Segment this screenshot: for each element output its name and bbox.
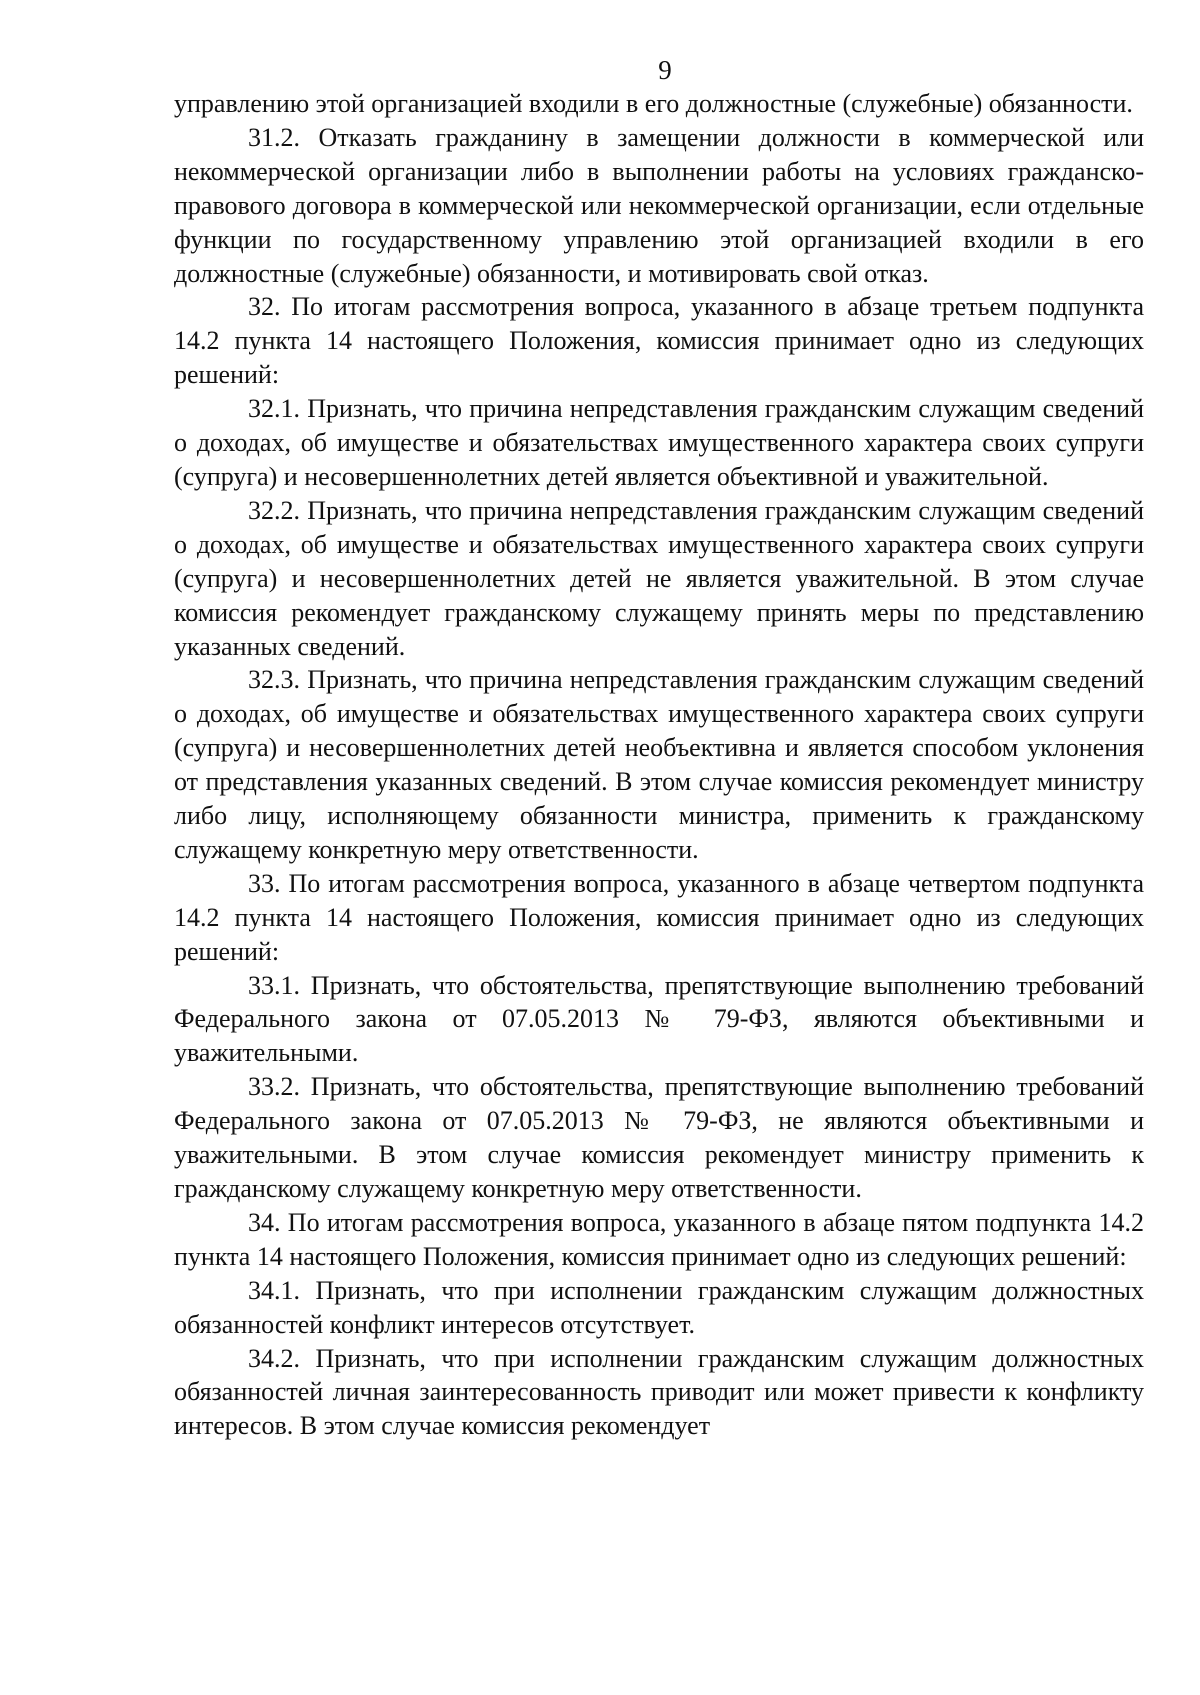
- paragraph-34-2: 34.2. Признать, что при исполнении гражданским служащим должностных обязанностей личная заинтересованность приводит или может привести к конфликту интересов. В этом случае комиссия рекомендует: [174, 1343, 1144, 1441]
- paragraph-32-3: 32.3. Признать, что причина непредставления гражданским служащим сведений о доходах, об имуществе и обязательствах имущественного характера своих супруги (супруга) и несовершеннолетних детей необъективна и является способом уклонения от представления указанных сведений. В этом случае комиссия рекомендует министру либо лицу, исполняющему обязанности министра, применить к гражданскому служащему конкретную меру ответственности.: [174, 665, 1144, 864]
- paragraph-34-1: 34.1. Признать, что при исполнении гражданским служащим должностных обязанностей конфликт интересов отсутствует.: [174, 1275, 1144, 1339]
- paragraph-34: 34. По итогам рассмотрения вопроса, указанного в абзаце пятом подпункта 14.2 пункта 14 настоящего Положения, комиссия принимает одно из следующих решений:: [174, 1207, 1144, 1271]
- paragraph-32-2: 32.2. Признать, что причина непредставления гражданским служащим сведений о доходах, об имуществе и обязательствах имущественного характера своих супруги (супруга) и несовершеннолетних детей не является уважительной. В этом случае комиссия рекомендует гражданскому служащему принять меры по представлению указанных сведений.: [174, 495, 1144, 661]
- paragraph-31-2: 31.2. Отказать гражданину в замещении должности в коммерческой или некоммерческой организации либо в выполнении работы на условиях гражданско-правового договора в коммерческой или некоммерческой организации, если отдельные функции по государственному управлению этой организацией входили в его должностные (служебные) обязанности, и мотивировать свой отказ.: [174, 122, 1144, 288]
- paragraph-33-1: 33.1. Признать, что обстоятельства, препятствующие выполнению требований Федерального закона от 07.05.2013 № 79-ФЗ, являются объективными и уважительными.: [174, 970, 1144, 1068]
- page-number: 9: [658, 55, 672, 85]
- paragraph-33-2: 33.2. Признать, что обстоятельства, препятствующие выполнению требований Федерального закона от 07.05.2013 № 79-ФЗ, не являются объективными и уважительными. В этом случае комиссия рекомендует министру применить к гражданскому служащему конкретную меру ответственности.: [174, 1072, 1144, 1203]
- document-body: [174, 87, 1144, 1443]
- paragraph-32: 32. По итогам рассмотрения вопроса, указанного в абзаце третьем подпункта 14.2 пункта 14 настоящего Положения, комиссия принимает одно из следующих решений:: [174, 292, 1144, 390]
- paragraph-continuation: управлению этой организацией входили в его должностные (служебные) обязанности.: [174, 89, 1133, 118]
- paragraph-32-1: 32.1. Признать, что причина непредставления гражданским служащим сведений о доходах, об имуществе и обязательствах имущественного характера своих супруги (супруга) и несовершеннолетних детей является объективной и уважительной.: [174, 394, 1144, 491]
- paragraph-33: 33. По итогам рассмотрения вопроса, указанного в абзаце четвертом подпункта 14.2 пункта 14 настоящего Положения, комиссия принимает одно из следующих решений:: [174, 868, 1144, 966]
